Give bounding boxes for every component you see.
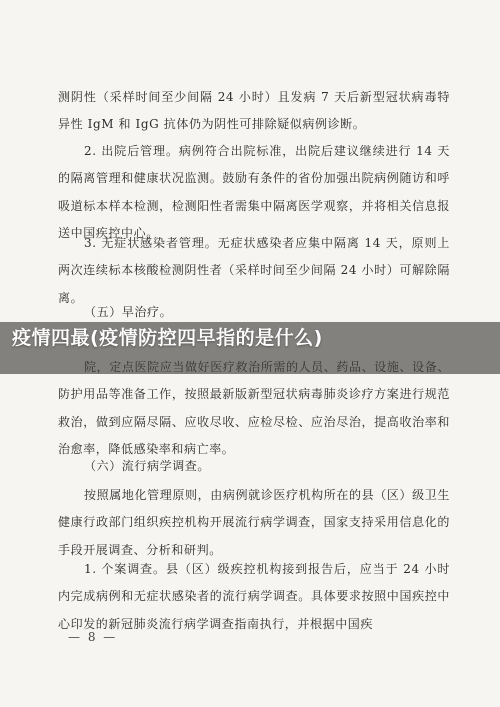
paragraph-early-treatment: 防护用品等准备工作，按照最新版新型冠状病毒肺炎诊疗方案进行规范救治，做到应隔尽隔、应收尽收、应检尽检、应治尽治，提高收治率和治愈率，降低感染率和病亡率。 — [58, 387, 450, 457]
paragraph-continuation: 测阴性（采样时间至少间隔 24 小时）且发病 7 天后新型冠状病毒特异性 IgM 和 IgG 抗体仍为阴性可排除疑似病例诊断。 — [58, 90, 450, 132]
paragraph-asymptomatic-management: 3. 无症状感染者管理。无症状感染者应集中隔离 14 天，原则上两次连续标本核酸检测阴性者（采样时间至少间隔 24 小时）可解除隔离。 — [58, 236, 450, 305]
paragraph-discharge-management: 2. 出院后管理。病例符合出院标准，出院后建议继续进行 14 天的隔离管理和健康状况监测。鼓励有条件的省份加强出院病例随访和呼吸道标本样本检测，检测阳性者需集中隔离医学观察，并将相关信息报送中国疾控中心。 — [58, 144, 450, 241]
page-number: — 8 — — [68, 630, 118, 644]
heading-early-treatment: （五）早治疗。 — [84, 305, 173, 319]
article-title[interactable]: 疫情四最(疫情防控四早指的是什么) — [12, 327, 323, 349]
heading-epidemiological-survey: （六）流行病学调查。 — [84, 459, 211, 473]
paragraph-case-investigation: 1. 个案调查。县（区）级疾控机构接到报告后，应当于 24 小时内完成病例和无症状感染者的流行病学调查。具体要求按照中国疾控中心印发的新冠肺炎流行病学调查指南执行，并根据中国疾 — [58, 562, 450, 631]
paragraph-survey-principle: 按照属地化管理原则，由病例就诊医疗机构所在的县（区）级卫生健康行政部门组织疾控机构开展流行病学调查，国家支持采用信息化的手段开展调查、分析和研判。 — [58, 488, 450, 557]
